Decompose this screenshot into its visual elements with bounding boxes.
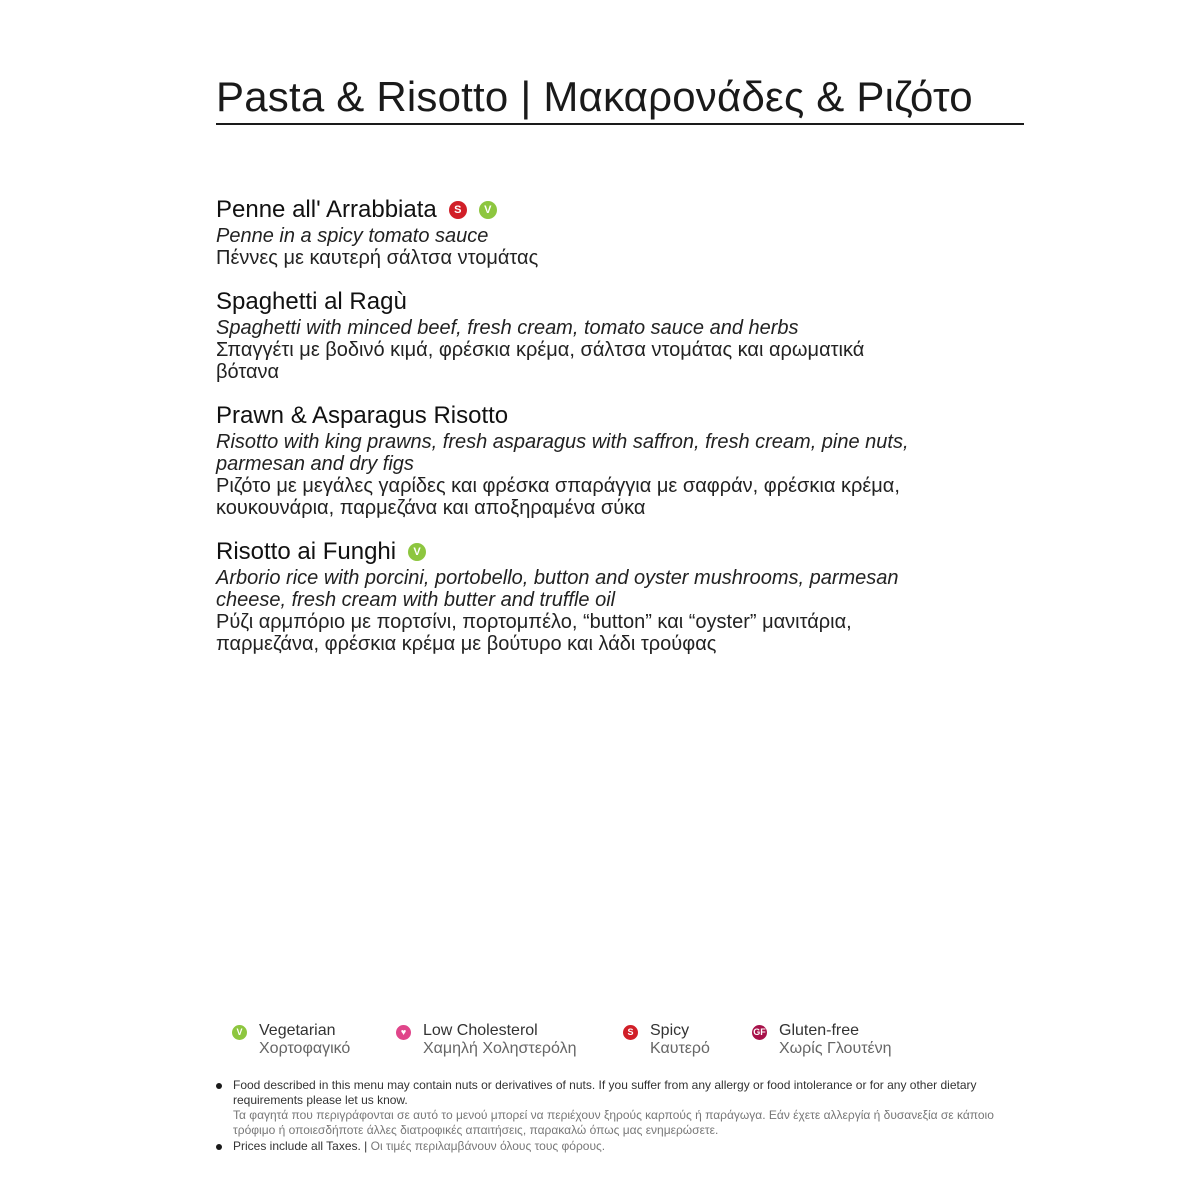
item-name: Penne all' Arrabbiata [216, 196, 437, 223]
legend-gluten-free [752, 1022, 892, 1058]
dietary-legend [232, 1022, 952, 1062]
spicy-icon: S [623, 1025, 638, 1040]
page-title: Pasta & Risotto | Μακαρονάδες & Ριζότο [216, 73, 973, 120]
item-description-gr: Ρύζι αρμπόριο με πορτσίνι, πορτομπέλο, “button” και “oyster” μανιτάρια, παρμεζάνα, φρέσκια κρέμα με βούτυρο και λάδι τρούφας [216, 611, 852, 655]
item-description-en: Risotto with king prawns, fresh asparagus with saffron, fresh cream, pine nuts, parmesan and dry figs [216, 431, 909, 475]
title-divider [216, 123, 1024, 125]
legend-label-en: Gluten-free [779, 1022, 860, 1039]
item-description-gr: Ριζότο με μεγάλες γαρίδες και φρέσκα σπαράγγια με σαφράν, φρέσκια κρέμα, κουκουνάρια, παρμεζάνα και αποξηραμένα σύκα [216, 475, 900, 519]
menu-list [216, 195, 976, 673]
gluten-free-icon: GF [752, 1025, 767, 1040]
legend-label-en: Spicy [650, 1022, 690, 1039]
legend-label-gr: Χορτοφαγικό [259, 1040, 351, 1057]
item-description-en: Arborio rice with porcini, portobello, button and oyster mushrooms, parmesan cheese, fresh cream with butter and truffle oil [216, 567, 899, 611]
heart-icon: ♥ [396, 1025, 411, 1040]
bullet-icon [216, 1144, 222, 1150]
legend-label-en: Low Cholesterol [423, 1022, 538, 1039]
legend-low-cholesterol [396, 1022, 576, 1058]
prices-note-gr: Οι τιμές περιλαμβάνουν όλους τους φόρους. [370, 1139, 606, 1153]
prices-note-en: Prices include all Taxes. | [233, 1139, 368, 1153]
allergy-note-en: Food described in this menu may contain nuts or derivatives of nuts. If you suffer from any allergy or food intolerance or for any other dietary requirements please let us know. [233, 1078, 977, 1107]
menu-item-spaghetti-ragu [216, 287, 976, 383]
legend-label-en: Vegetarian [259, 1022, 336, 1039]
item-description-gr: Σπαγγέτι με βοδινό κιμά, φρέσκια κρέμα, σάλτσα ντομάτας και αρωματικά βότανα [216, 339, 865, 383]
legend-label-gr: Χαμηλή Χοληστερόλη [423, 1040, 577, 1057]
footnotes [216, 1078, 1016, 1155]
item-name: Prawn & Asparagus Risotto [216, 402, 509, 429]
item-description-gr: Πέννες με καυτερή σάλτσα ντομάτας [216, 247, 539, 269]
item-description-en: Penne in a spicy tomato sauce [216, 225, 489, 247]
item-name: Spaghetti al Ragù [216, 288, 407, 315]
legend-vegetarian [232, 1022, 350, 1058]
bullet-icon [216, 1083, 222, 1089]
vegetarian-icon: V [232, 1025, 247, 1040]
footnote-prices [216, 1139, 1016, 1154]
item-description-en: Spaghetti with minced beef, fresh cream, tomato sauce and herbs [216, 317, 799, 339]
menu-item-penne-arrabbiata [216, 195, 976, 269]
vegetarian-icon: V [408, 543, 426, 561]
item-name: Risotto ai Funghi [216, 538, 397, 565]
vegetarian-icon: V [479, 201, 497, 219]
menu-item-prawn-asparagus-risotto [216, 401, 976, 519]
legend-spicy [623, 1022, 710, 1058]
allergy-note-gr: Τα φαγητά που περιγράφονται σε αυτό το μενού μπορεί να περιέχουν ξηρούς καρπούς ή παράγωγα. Εάν έχετε αλλεργία ή δυσανεξία σε κάποιο τρόφιμο ή οποιεσδήποτε άλλες διατροφικές απαιτήσεις, παρακαλώ όπως μας ενημερώσετε. [233, 1108, 994, 1137]
legend-label-gr: Χωρίς Γλουτένη [779, 1040, 892, 1057]
footnote-allergy [216, 1078, 1016, 1138]
spicy-icon: S [449, 201, 467, 219]
menu-item-risotto-funghi [216, 537, 976, 655]
legend-label-gr: Καυτερό [650, 1040, 710, 1057]
